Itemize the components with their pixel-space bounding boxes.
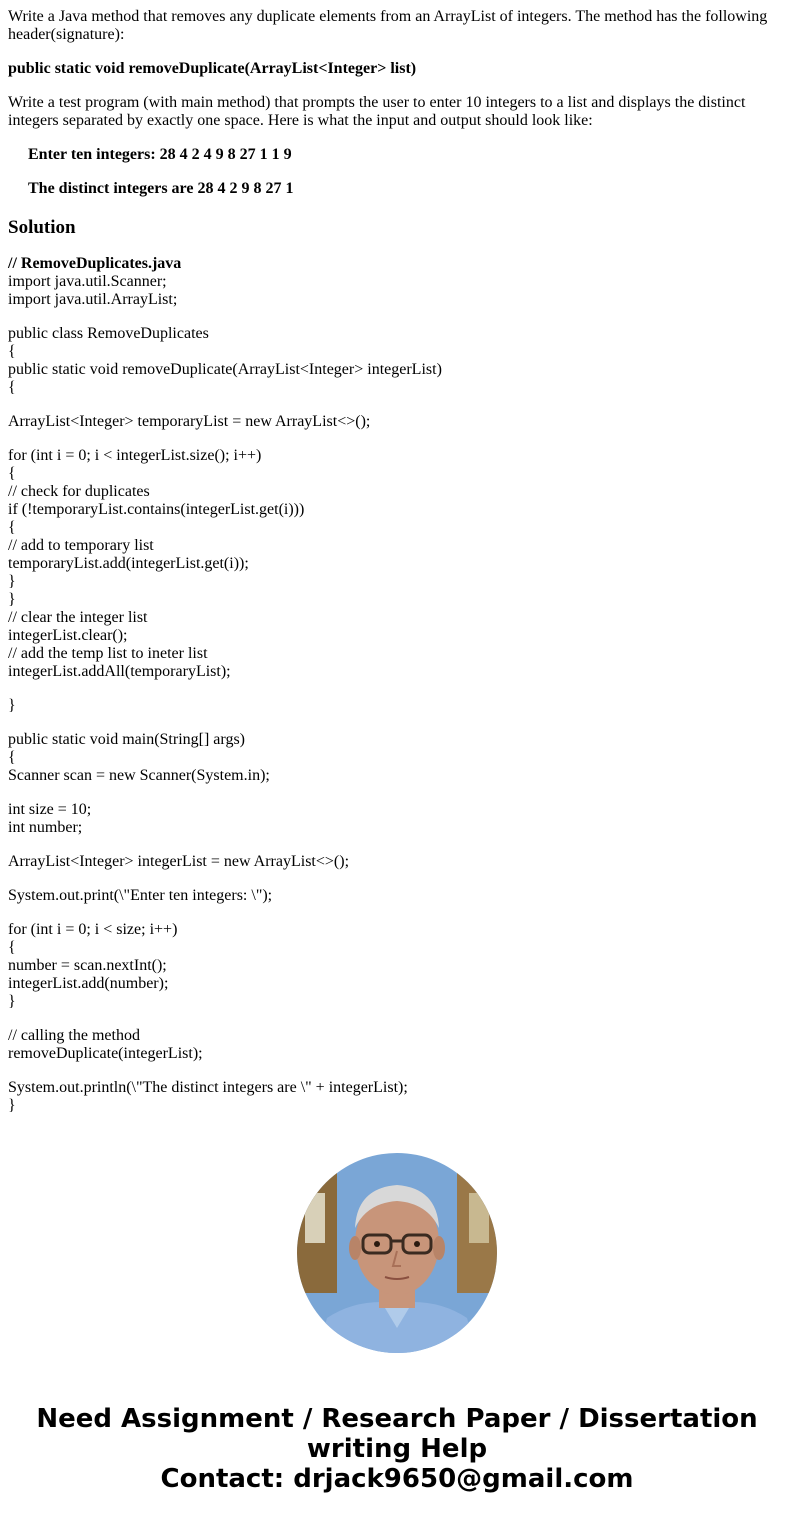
- code-line: {: [8, 749, 16, 766]
- code-line: {: [8, 465, 16, 482]
- code-line: // add the temp list to ineter list: [8, 645, 208, 662]
- code-line: if (!temporaryList.contains(integerList.get(i))): [8, 501, 305, 518]
- code-line: // clear the integer list: [8, 609, 148, 626]
- document-body: [8, 0, 786, 1115]
- method-signature: public static void removeDuplicate(ArrayList<Integer> list): [8, 60, 417, 77]
- code-line: [8, 871, 786, 887]
- code-line: ArrayList<Integer> integerList = new ArrayList<>();: [8, 853, 350, 870]
- code-line: removeDuplicate(integerList);: [8, 1045, 203, 1062]
- problem-intro: Write a Java method that removes any duplicate elements from an ArrayList of integers. The method has the following header(signature):: [8, 8, 768, 43]
- code-line: }: [8, 573, 16, 590]
- code-line: [8, 309, 786, 325]
- code-block: [8, 255, 786, 1115]
- code-line: integerList.addAll(temporaryList);: [8, 663, 231, 680]
- solution-heading: Solution: [8, 217, 76, 238]
- code-line: }: [8, 697, 16, 714]
- code-line: integerList.add(number);: [8, 975, 169, 992]
- code-line: }: [8, 1097, 16, 1114]
- test-instructions: Write a test program (with main method) that prompts the user to enter 10 integers to a list and displays the distinct integers separated by exactly one space. Here is what the input and output should look like:: [8, 94, 746, 129]
- code-line: int number;: [8, 819, 83, 836]
- code-line: }: [8, 591, 16, 608]
- code-line: System.out.println(\"The distinct integers are \" + integerList);: [8, 1079, 408, 1096]
- code-line: [8, 837, 786, 853]
- code-line: [8, 715, 786, 731]
- code-line: System.out.print(\"Enter ten integers: \");: [8, 887, 273, 904]
- code-line: // add to temporary list: [8, 537, 154, 554]
- code-line: public static void removeDuplicate(ArrayList<Integer> integerList): [8, 361, 442, 378]
- code-line: [8, 681, 786, 697]
- footer-line-2: writing Help: [306, 1434, 488, 1464]
- code-line: temporaryList.add(integerList.get(i));: [8, 555, 249, 572]
- code-line: number = scan.nextInt();: [8, 957, 167, 974]
- footer-contact: Contact: drjack9650@gmail.com: [160, 1464, 634, 1494]
- code-line: public class RemoveDuplicates: [8, 325, 209, 342]
- sample-output: The distinct integers are 28 4 2 9 8 27 1: [28, 180, 294, 197]
- code-line: [8, 785, 786, 801]
- code-line: [8, 1011, 786, 1027]
- code-line: for (int i = 0; i < size; i++): [8, 921, 178, 938]
- author-avatar: [297, 1153, 497, 1353]
- author-photo-icon: [297, 1153, 497, 1353]
- code-line: // calling the method: [8, 1027, 140, 1044]
- promo-footer: [0, 1404, 794, 1494]
- code-line: {: [8, 379, 16, 396]
- code-line: {: [8, 343, 16, 360]
- code-line: [8, 431, 786, 447]
- code-line: ArrayList<Integer> temporaryList = new ArrayList<>();: [8, 413, 371, 430]
- code-line: import java.util.Scanner;: [8, 273, 167, 290]
- code-line: int size = 10;: [8, 801, 92, 818]
- code-line: {: [8, 519, 16, 536]
- sample-input: Enter ten integers: 28 4 2 4 9 8 27 1 1 9: [28, 146, 292, 163]
- code-line: [8, 1063, 786, 1079]
- code-line: [8, 905, 786, 921]
- code-line: for (int i = 0; i < integerList.size(); i++): [8, 447, 262, 464]
- code-line: }: [8, 993, 16, 1010]
- code-line: {: [8, 939, 16, 956]
- footer-line-1: Need Assignment / Research Paper / Dissertation: [36, 1404, 758, 1434]
- code-filename: // RemoveDuplicates.java: [8, 255, 182, 272]
- code-line: integerList.clear();: [8, 627, 128, 644]
- code-line: public static void main(String[] args): [8, 731, 245, 748]
- code-line: [8, 397, 786, 413]
- code-line: Scanner scan = new Scanner(System.in);: [8, 767, 270, 784]
- code-line: // check for duplicates: [8, 483, 150, 500]
- code-line: import java.util.ArrayList;: [8, 291, 178, 308]
